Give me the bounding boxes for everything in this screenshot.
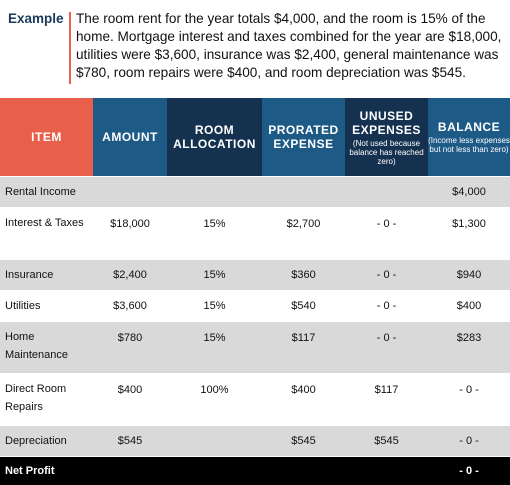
cell-prorated: $117 [262,322,345,374]
cell-amount: $545 [93,426,167,457]
header-unused-expenses [345,98,428,177]
cell-amount: $400 [93,374,167,426]
cell-allocation: 15% [167,322,262,374]
cell-item: Insurance [0,260,93,291]
cell-item: Depreciation [0,426,93,457]
cell-allocation: 15% [167,208,262,260]
table-row [0,260,510,291]
example-label: Example [8,11,64,26]
table-row [0,374,510,426]
cell-prorated: $2,700 [262,208,345,260]
cell-unused: - 0 - [345,208,428,260]
cell-balance: - 0 - [428,426,510,457]
table-row [0,208,510,260]
cell-allocation [167,177,262,208]
table-row [0,291,510,322]
cell-balance: - 0 - [428,374,510,426]
cell-amount: $3,600 [93,291,167,322]
cell-item: Direct Room Repairs [0,374,93,426]
table-row [0,322,510,374]
header-amount: AMOUNT [93,98,167,177]
cell-amount: $18,000 [93,208,167,260]
net-profit-label: Net Profit [0,457,93,485]
cell-balance: $400 [428,291,510,322]
table-row [0,177,510,208]
cell-balance: $283 [428,322,510,374]
header-balance-title: BALANCE [438,120,500,134]
cell-unused: $117 [345,374,428,426]
cell-prorated: $540 [262,291,345,322]
cell-item: Utilities [0,291,93,322]
net-profit-value: - 0 - [428,457,510,485]
cell-balance: $4,000 [428,177,510,208]
net-profit-row [0,457,510,485]
example-accent-bar [69,12,71,84]
cell-prorated [262,177,345,208]
example-section [0,0,510,100]
cell-item: Interest & Taxes [0,208,93,260]
table-header-row [0,98,510,177]
cell-item: Home Maintenance [0,322,93,374]
cell-unused: - 0 - [345,322,428,374]
cell-item: Rental Income [0,177,93,208]
cell-allocation: 100% [167,374,262,426]
header-unused-title: UNUSED EXPENSES [352,109,421,137]
cell-allocation [167,426,262,457]
cell-allocation: 15% [167,260,262,291]
header-prorated-expense: PRORATED EXPENSE [262,98,345,177]
cell-balance: $940 [428,260,510,291]
cell-prorated: $545 [262,426,345,457]
table-row [0,426,510,457]
cell-unused: $545 [345,426,428,457]
cell-amount: $780 [93,322,167,374]
header-balance-note: (Income less expenses but not less than zero) [428,136,510,154]
cell-amount: $2,400 [93,260,167,291]
cell-unused [345,177,428,208]
header-room-allocation: ROOM ALLOCATION [167,98,262,177]
cell-balance: $1,300 [428,208,510,260]
cell-unused: - 0 - [345,291,428,322]
cell-prorated: $360 [262,260,345,291]
cell-allocation: 15% [167,291,262,322]
example-text: The room rent for the year totals $4,000, and the room is 15% of the home. Mortgage interest and taxes combined for the year are $18,000, utilities were $3,600, insurance was $2,400, general maintenance was $780, room repairs were $400, and room depreciation was $545. [76,10,504,82]
cell-unused: - 0 - [345,260,428,291]
header-item: ITEM [0,98,93,177]
cell-prorated: $400 [262,374,345,426]
header-balance [428,98,510,177]
header-unused-note: (Not used because balance has reached zero) [345,139,428,166]
expense-table [0,98,510,485]
cell-amount [93,177,167,208]
